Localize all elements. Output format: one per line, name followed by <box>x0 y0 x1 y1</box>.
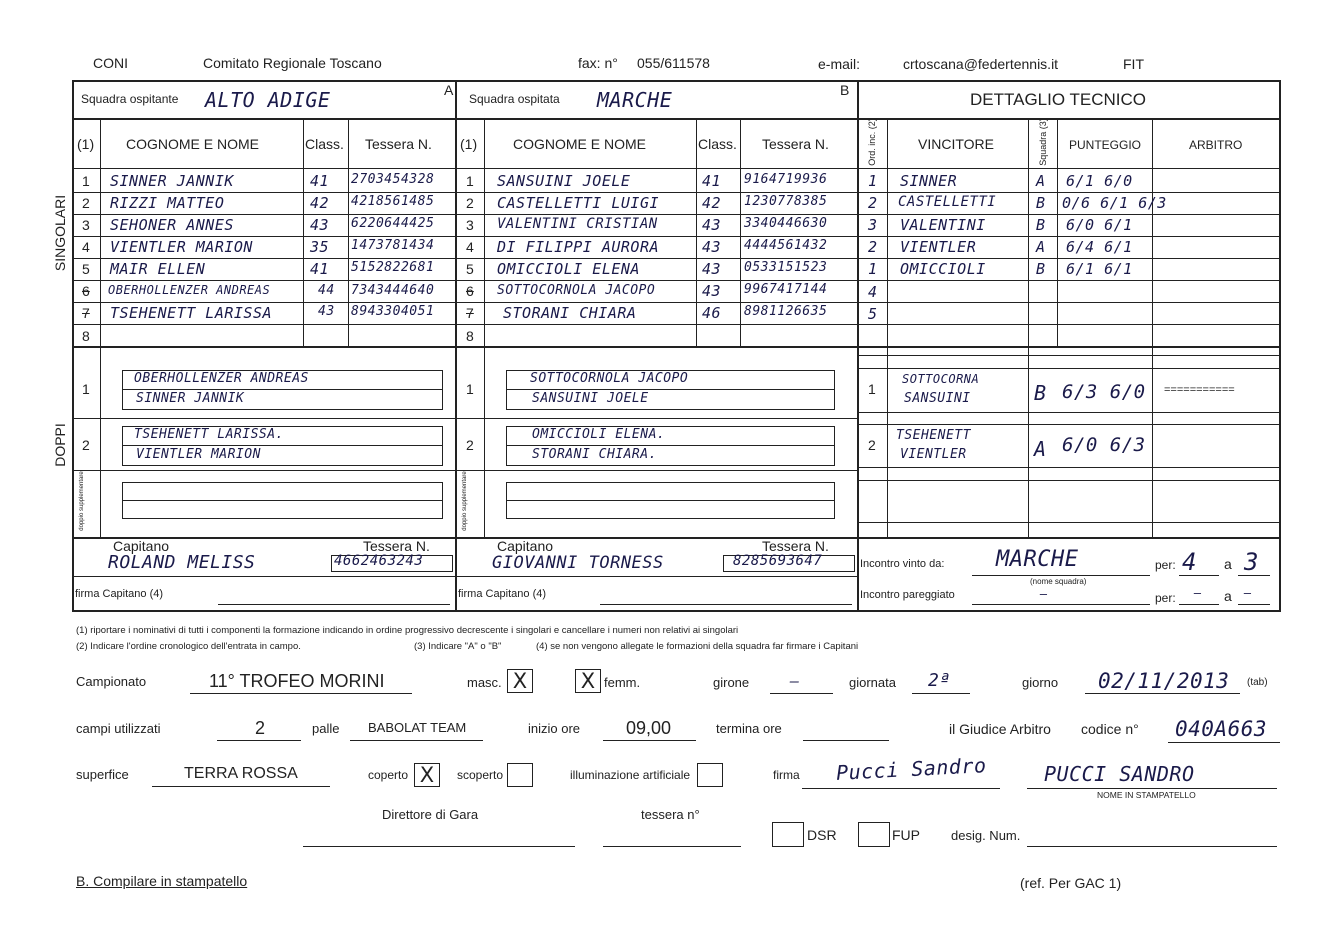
campionato-label: Campionato <box>76 674 147 689</box>
tech-row-2-ord: 2 <box>868 194 878 212</box>
doppi-side-label: DOPPI <box>52 423 68 467</box>
pareggio-score-1: — <box>1194 586 1202 600</box>
nome-squadra-caption: (nome squadra) <box>1030 577 1087 586</box>
capitano-a-label: Capitano <box>113 538 170 554</box>
tech-row-2-vincitore: CASTELLETTI <box>898 194 997 210</box>
illuminazione-label: illuminazione artificiale <box>570 768 691 782</box>
incontro-vinto-team: MARCHE <box>996 547 1079 572</box>
team-b-letter: B <box>840 82 850 98</box>
singles-b-row-3-n: 3 <box>466 217 474 233</box>
singles-a-row-5-class: 41 <box>310 260 330 278</box>
firma-capitano-a: firma Capitano (4) <box>75 588 164 600</box>
singles-a-row-2-tessera: 4218561485 <box>351 194 435 209</box>
coperto-checkbox[interactable]: X <box>414 763 440 787</box>
tech-row-3-ord: 3 <box>868 216 878 234</box>
team-b-label: Squadra ospitata <box>469 92 560 106</box>
superficie-label: superfice <box>76 767 129 782</box>
singles-a-row-1-n: 1 <box>82 173 90 189</box>
team-b-name: MARCHE <box>597 88 673 112</box>
tech-row-1-ord: 1 <box>868 172 878 190</box>
direttore-label: Direttore di Gara <box>382 807 479 822</box>
giorno-label: giorno <box>1022 675 1059 690</box>
col-cognome-a: COGNOME E NOME <box>126 136 260 152</box>
tech-row-1-punteggio: 6/1 6/0 <box>1066 172 1133 190</box>
tech-row-4-punteggio: 6/4 6/1 <box>1066 238 1133 256</box>
tech-dbl-2-v1: TSEHENETT <box>896 428 971 443</box>
doubles-b-1-n: 1 <box>466 381 474 397</box>
doubles-b-1-player2: SANSUINI JOELE <box>532 391 649 406</box>
firma-capitano-b: firma Capitano (4) <box>458 588 547 600</box>
col-vincitore: VINCITORE <box>918 136 994 152</box>
tech-dbl-1-v1: SOTTOCORNA <box>902 372 980 386</box>
singles-a-row-1-class: 41 <box>310 172 330 190</box>
tech-dbl-2-squadra: A <box>1034 437 1047 461</box>
nome-stampatello-value: PUCCI SANDRO <box>1044 762 1195 786</box>
singles-b-row-6-name: SOTTOCORNOLA JACOPO <box>497 283 656 298</box>
tech-row-1-squadra: A <box>1036 172 1046 190</box>
singles-a-row-7-class: 43 <box>318 304 335 319</box>
singles-a-row-3-class: 43 <box>310 216 330 234</box>
incontro-pareggiato-label: Incontro pareggiato <box>860 589 955 601</box>
tech-row-3-vincitore: VALENTINI <box>900 216 986 234</box>
superficie-value: TERRA ROSSA <box>184 765 298 782</box>
pareggio-score-2: — <box>1244 586 1252 600</box>
singles-a-row-6-class: 44 <box>318 283 335 298</box>
tech-row-5-vincitore: OMICCIOLI <box>900 260 986 278</box>
fit-label: FIT <box>1123 56 1144 72</box>
email-label: e-mail: <box>818 56 861 72</box>
pareggio-a-label: a <box>1224 588 1232 604</box>
singles-b-row-1-tessera: 9164719936 <box>744 172 828 187</box>
singles-b-row-8-n: 8 <box>466 328 474 344</box>
compilare-note: B. Compilare in stampatello <box>76 873 248 889</box>
singles-b-row-4-tessera: 4444561432 <box>744 238 828 253</box>
comitato-label: Comitato Regionale Toscano <box>203 55 382 71</box>
incontro-vinto-label: Incontro vinto da: <box>860 558 945 570</box>
singles-a-row-1-name: SINNER JANNIK <box>110 172 234 190</box>
capitano-a-tessera: 4662463243 <box>334 553 424 569</box>
singles-b-row-1-class: 41 <box>702 172 722 190</box>
tech-dbl-2-n: 2 <box>868 437 876 453</box>
email-address: crtoscana@federtennis.it <box>903 56 1059 72</box>
ref-note: (ref. Per GAC 1) <box>1020 875 1122 891</box>
codice-value: 040A663 <box>1175 717 1268 741</box>
tech-dbl-1-v2: SANSUINI <box>904 391 971 406</box>
coni-label: CONI <box>93 55 128 71</box>
scoperto-label: scoperto <box>457 768 504 782</box>
score-a-label: a <box>1224 556 1232 572</box>
singles-b-row-2-name: CASTELLETTI LUIGI <box>497 194 660 212</box>
singles-a-row-2-n: 2 <box>82 195 90 211</box>
doubles-b-2-player2: STORANI CHIARA. <box>532 447 657 462</box>
tech-dbl-2-v2: VIENTLER <box>900 447 967 462</box>
desig-label: desig. Num. <box>951 828 1021 843</box>
tech-row-5-squadra: B <box>1036 260 1046 278</box>
tech-row-6-ord: 4 <box>868 283 878 301</box>
singles-b-row-4-name: DI FILIPPI AURORA <box>497 238 660 256</box>
singles-a-row-1-tessera: 2703454328 <box>351 172 435 187</box>
doubles-b-2-n: 2 <box>466 437 474 453</box>
singles-b-row-5-name: OMICCIOLI ELENA <box>497 260 640 278</box>
inizio-value: 09,00 <box>626 718 672 738</box>
col-cognome-b: COGNOME E NOME <box>513 136 647 152</box>
singles-a-row-3-tessera: 6220644425 <box>351 216 435 231</box>
giorno-value: 02/11/2013 <box>1098 669 1230 693</box>
col-ord: Ord. inc. (2) <box>867 118 877 166</box>
girone-value: — <box>790 672 800 690</box>
singles-b-row-1-name: SANSUINI JOELE <box>497 172 631 190</box>
doppio-supp-a-label: doppio supplementare <box>79 471 85 531</box>
tech-row-5-ord: 1 <box>868 260 878 278</box>
singles-a-row-8-n: 8 <box>82 328 90 344</box>
singles-b-row-5-n: 5 <box>466 261 474 277</box>
per-label-2: per: <box>1155 591 1176 605</box>
singles-a-row-4-n: 4 <box>82 239 90 255</box>
col-n-b: (1) <box>460 136 478 152</box>
singles-b-row-2-n: 2 <box>466 195 474 211</box>
singles-a-row-2-class: 42 <box>310 194 330 212</box>
pareggiato-mark: — <box>1040 587 1048 601</box>
team-a-label: Squadra ospitante <box>81 92 179 106</box>
tech-row-4-ord: 2 <box>868 238 878 256</box>
singles-b-row-4-n: 4 <box>466 239 474 255</box>
scoperto-checkbox[interactable] <box>507 763 533 787</box>
col-tessera-b: Tessera N. <box>762 136 829 152</box>
tech-title: DETTAGLIO TECNICO <box>970 90 1147 109</box>
singles-a-row-4-name: VIENTLER MARION <box>110 238 253 256</box>
firma-signature: Pucci Sandro <box>835 753 988 785</box>
palle-value: BABOLAT TEAM <box>368 720 467 735</box>
nome-stampatello-caption: NOME IN STAMPATELLO <box>1097 790 1196 800</box>
codice-label: codice n° <box>1081 721 1139 737</box>
per-label: per: <box>1155 558 1176 572</box>
capitano-b-tessera: 8285693647 <box>733 553 823 569</box>
singles-b-row-5-tessera: 0533151523 <box>744 260 828 275</box>
singles-a-row-3-n: 3 <box>82 217 90 233</box>
note-2: (2) Indicare l'ordine cronologico dell'entrata in campo. <box>76 641 301 652</box>
singles-a-row-6-tessera: 7343444640 <box>351 283 435 298</box>
tessera-label: tessera n° <box>641 807 700 822</box>
tech-row-3-punteggio: 6/0 6/1 <box>1066 216 1133 234</box>
singles-a-row-6-name: OBERHOLLENZER ANDREAS <box>108 283 271 297</box>
note-4: (4) se non vengono allegate le formazioni della squadra far firmare i Capitani <box>536 641 859 652</box>
singles-a-row-2-name: RIZZI MATTEO <box>110 194 225 212</box>
tech-row-1-vincitore: SINNER <box>900 172 958 190</box>
fax-label: fax: n° <box>578 55 618 71</box>
singles-a-row-4-tessera: 1473781434 <box>351 238 435 253</box>
note-3: (3) Indicare "A" o "B" <box>414 641 502 652</box>
col-class-b: Class. <box>698 136 737 152</box>
singles-a-row-6-n: 6 <box>82 283 90 299</box>
tech-row-3-squadra: B <box>1036 216 1046 234</box>
tech-dbl-2-punteggio: 6/0 6/3 <box>1062 434 1146 456</box>
campi-label: campi utilizzati <box>76 721 161 736</box>
col-class-a: Class. <box>305 136 344 152</box>
girone-label: girone <box>713 675 750 690</box>
capitano-b-tessera-label: Tessera N. <box>762 538 829 554</box>
tab-label: (tab) <box>1247 677 1268 688</box>
team-a-letter: A <box>444 82 454 98</box>
dsr-label: DSR <box>807 827 837 843</box>
singles-a-row-4-class: 35 <box>310 238 330 256</box>
singles-a-row-7-n: 7 <box>82 305 90 321</box>
singles-b-row-2-tessera: 1230778385 <box>744 194 828 209</box>
col-squadra: Squadra (3) <box>1038 118 1048 166</box>
col-punteggio: PUNTEGGIO <box>1069 138 1142 152</box>
singles-a-row-3-name: SEHONER ANNES <box>110 216 234 234</box>
masc-checkbox[interactable]: X <box>507 669 533 693</box>
fup-checkbox[interactable] <box>858 822 890 847</box>
note-1: (1) riportare i nominativi di tutti i componenti la formazione indicando in ordine progressivo decrescente i singolari e cancellare i numeri non relativi ai singolari <box>76 625 739 636</box>
fup-label: FUP <box>892 827 920 843</box>
singles-b-row-5-class: 43 <box>702 260 722 278</box>
doubles-a-1-player1: OBERHOLLENZER ANDREAS <box>134 371 309 386</box>
tech-row-4-vincitore: VIENTLER <box>900 238 977 256</box>
col-arbitro: ARBITRO <box>1189 138 1243 152</box>
col-tessera-a: Tessera N. <box>365 136 432 152</box>
tech-dbl-1-squadra: B <box>1034 381 1047 405</box>
femm-checkbox[interactable]: X <box>575 669 601 693</box>
inizio-label: inizio ore <box>528 721 581 736</box>
tech-row-2-squadra: B <box>1036 194 1046 212</box>
capitano-b-label: Capitano <box>497 538 554 554</box>
singles-b-row-1-n: 1 <box>466 173 474 189</box>
doubles-b-2-player1: OMICCIOLI ELENA. <box>532 427 666 442</box>
singles-b-row-3-class: 43 <box>702 216 722 234</box>
tech-row-4-squadra: A <box>1036 238 1046 256</box>
singles-b-row-6-tessera: 9967417144 <box>744 282 828 297</box>
tech-row-2-punteggio: 0/6 6/1 6/3 <box>1062 194 1167 212</box>
capitano-a-name: ROLAND MELISS <box>108 552 256 573</box>
singles-b-row-4-class: 43 <box>702 238 722 256</box>
campi-value: 2 <box>255 718 266 738</box>
singles-a-row-5-name: MAIR ELLEN <box>110 260 206 278</box>
giudice-label: il Giudice Arbitro <box>949 721 1051 737</box>
doubles-a-1-n: 1 <box>82 381 90 397</box>
singles-b-row-3-tessera: 3340446630 <box>744 216 828 231</box>
singles-a-row-5-tessera: 5152822681 <box>351 260 435 275</box>
singles-a-row-7-tessera: 8943304051 <box>351 304 435 319</box>
firma-label: firma <box>773 768 800 782</box>
doubles-b-1-player1: SOTTOCORNOLA JACOPO <box>530 371 689 386</box>
tech-dbl-1-arbitro: =========== <box>1164 384 1235 396</box>
masc-label: masc. <box>467 675 502 690</box>
giornata-value: 2ª <box>928 670 951 691</box>
singles-b-row-6-class: 43 <box>702 282 722 300</box>
capitano-a-tessera-label: Tessera N. <box>363 538 430 554</box>
doubles-a-2-player1: TSEHENETT LARISSA. <box>134 427 284 442</box>
tech-dbl-1-punteggio: 6/3 6/0 <box>1062 381 1146 403</box>
tech-row-7-ord: 5 <box>868 305 878 323</box>
singles-b-row-6-n: 6 <box>466 283 474 299</box>
giornata-label: giornata <box>849 675 896 690</box>
palle-label: palle <box>312 721 340 736</box>
tech-dbl-1-n: 1 <box>868 381 876 397</box>
doubles-a-1-player2: SINNER JANNIK <box>136 391 245 406</box>
col-n-a: (1) <box>77 136 95 152</box>
singolari-side-label: SINGOLARI <box>52 194 68 272</box>
campionato-value: 11° TROFEO MORINI <box>209 671 385 691</box>
doubles-a-2-n: 2 <box>82 437 90 453</box>
singles-a-row-5-n: 5 <box>82 261 90 277</box>
termina-label: termina ore <box>716 721 782 736</box>
femm-label: femm. <box>604 675 641 690</box>
singles-b-row-3-name: VALENTINI CRISTIAN <box>497 216 658 232</box>
singles-b-row-7-n: 7 <box>466 305 474 321</box>
capitano-b-name: GIOVANNI TORNESS <box>492 553 664 573</box>
team-a-name: ALTO ADIGE <box>205 88 331 112</box>
doppio-supp-b-label: doppio supplementare <box>462 471 468 531</box>
singles-b-row-7-class: 46 <box>702 304 722 322</box>
tech-row-5-punteggio: 6/1 6/1 <box>1066 260 1133 278</box>
singles-a-row-7-name: TSEHENETT LARISSA <box>110 304 273 322</box>
singles-b-row-7-tessera: 8981126635 <box>744 304 828 319</box>
coperto-label: coperto <box>368 768 409 782</box>
score-home: 4 <box>1182 548 1197 576</box>
illuminazione-checkbox[interactable] <box>697 763 723 787</box>
singles-b-row-2-class: 42 <box>702 194 722 212</box>
singles-b-row-7-name: STORANI CHIARA <box>503 304 637 322</box>
dsr-checkbox[interactable] <box>772 822 804 847</box>
fax-number: 055/611578 <box>637 55 710 71</box>
doubles-a-2-player2: VIENTLER MARION <box>136 447 261 462</box>
score-away: 3 <box>1244 548 1259 576</box>
